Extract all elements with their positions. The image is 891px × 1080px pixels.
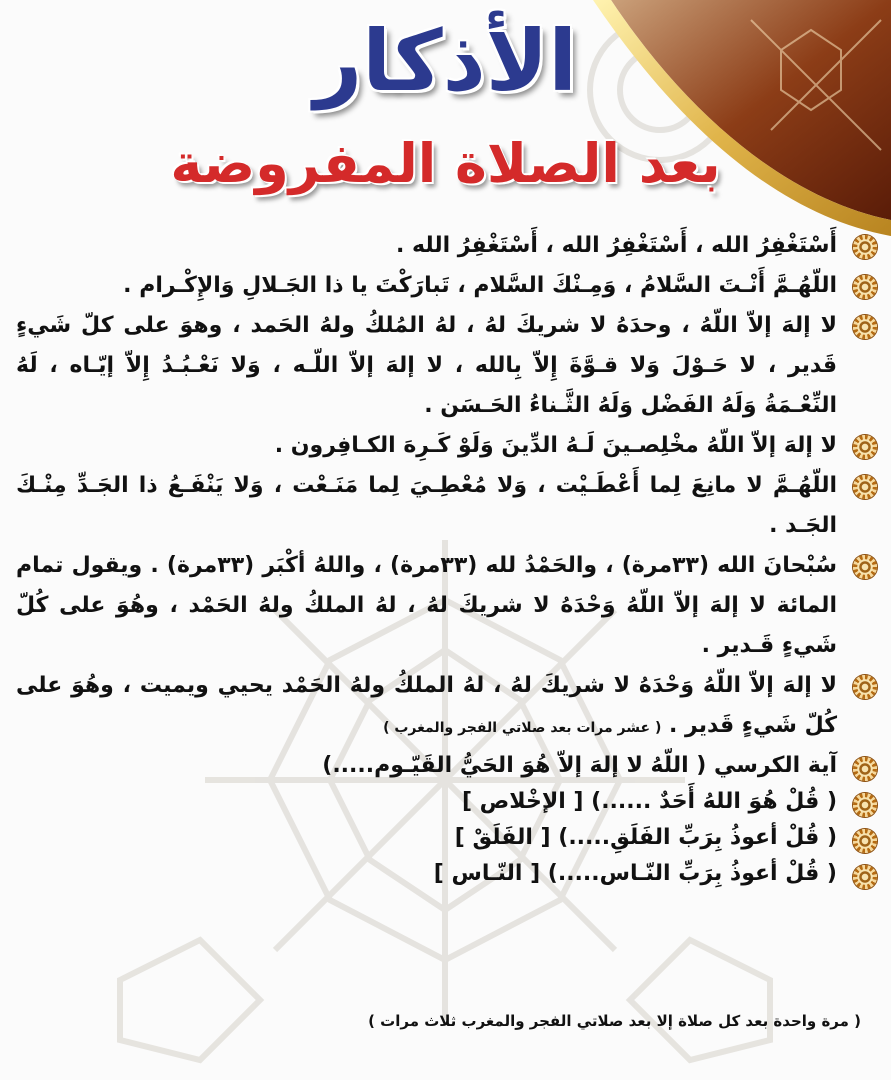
page-subtitle: بعد الصلاة المفروضة [170,132,721,195]
ornament-bullet-icon [853,475,877,499]
list-item [16,306,877,426]
page-title: الأذكار [313,12,578,110]
ornament-bullet-icon [853,435,877,459]
list-item [16,856,877,892]
dhikr-text: أَسْتَغْفِرُ الله ، أَسْتَغْفِرُ الله ، أَسْتَغْفِرُ الله . [396,233,837,258]
dhikr-text: آية الكرسي ( اللّهُ لا إلهَ إلاّ هُوَ الحَيُّ القَيّـوم.....) [322,753,837,778]
list-item [16,748,877,784]
repeat-note: ( عشر مرات بعد صلاتي الفجر والمغرب ) [383,720,662,736]
list-item [16,820,877,856]
surah-text: ( قُلْ هُوَ اللهُ أَحَدٌ ......) [ الإخْلاص ] [461,789,837,814]
surah-text: ( قُلْ أعوذُ بِرَبِّ النّـاس.....) [ النّـاس ] [433,861,837,886]
ornament-bullet-icon [853,757,877,781]
list-item [16,226,877,266]
ornament-bullet-icon [853,829,877,853]
ornament-bullet-icon [853,235,877,259]
list-item [16,546,877,666]
dhikr-text: لا إلهَ إلاّ اللّهُ ، وحدَهُ لا شريكَ لهُ ، لهُ المُلكُ ولهُ الحَمد ، وهوَ على كلّ شَيءٍ قَدير ، لا حَـوْلَ وَلا قـوَّةَ إِلاّ بِالله ، لا إلهَ إلاّ اللّـه ، وَلا نَعْـبُـدُ إِلاّ إيّـاه ، لَهُ النِّعْـمَةُ وَلَهُ الفَضْل وَلَهُ الثَّـناءُ الحَـسَن . [16,313,837,418]
ornament-bullet-icon [853,275,877,299]
ornament-bullet-icon [853,315,877,339]
list-item [16,666,877,748]
ornament-bullet-icon [853,793,877,817]
ornament-bullet-icon [853,555,877,579]
dhikr-text: اللّهُـمَّ أَنْـتَ السَّلامُ ، وَمِـنْكَ السَّلام ، تَبارَكْتَ يا ذا الجَـلالِ وَالإِكْـرام . [123,273,837,298]
dhikr-text: لا إلهَ إلاّ اللّهُ وَحْدَهُ لا شريكَ لهُ ، لهُ الملكُ ولهُ الحَمْد يحيي ويميت ، وهُوَ على كُلّ شَيءٍ قَدير . [16,673,837,738]
list-item [16,466,877,546]
surah-text: ( قُلْ أعوذُ بِرَبِّ الفَلَقِ.....) [ الفَلَقْ ] [454,825,837,850]
dhikr-text: اللّهُـمَّ لا مانِعَ لِما أَعْطَـيْت ، وَلا مُعْطِـيَ لِما مَنَـعْت ، وَلا يَنْفَـعُ ذا الجَـدِّ مِنْـكَ الجَـد . [16,473,837,538]
adhkar-list [16,226,877,892]
ornament-bullet-icon [853,865,877,889]
ornament-bullet-icon [853,675,877,699]
dhikr-text: لا إلهَ إلاّ اللّهُ مخْلِصـينَ لَـهُ الدِّينَ وَلَوْ كَـرِهَ الكـافِرون . [274,433,837,458]
dhikr-text: سُبْحانَ الله (٣٣مرة) ، والحَمْدُ لله (٣٣مرة) ، واللهُ أكْبَر (٣٣مرة) . ويقول تمام المائة لا إلهَ إلاّ اللّهُ وَحْدَهُ لا شريكَ لهُ ، لهُ الملكُ ولهُ الحَمْد ، وهُوَ على كُلّ شَيءٍ قَـدير . [16,553,837,658]
list-item [16,266,877,306]
list-item [16,426,877,466]
list-item [16,784,877,820]
footnote: ( مرة واحدة بعد كل صلاة إلا بعد صلاتي الفجر والمغرب ثلاث مرات ) [368,1012,861,1030]
